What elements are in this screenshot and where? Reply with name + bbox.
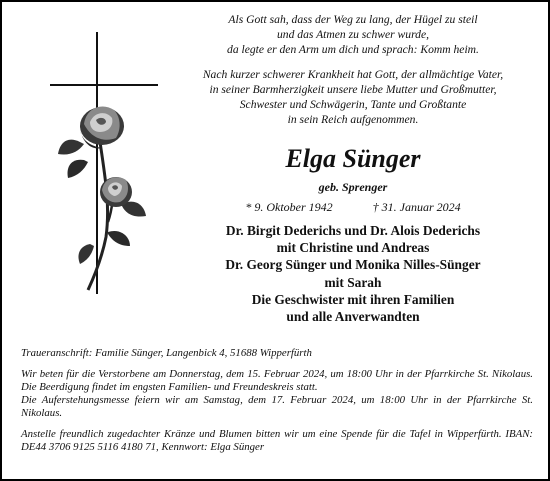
- mourner-line: mit Sarah: [324, 274, 382, 290]
- footer-info: [21, 347, 533, 454]
- donation-info: Anstelle freundlich zugedachter Kränze und Blumen bitten wir um eine Spende für die Tafel in Wipperfürth. IBAN: DE44 3706 9125 5116 4180 71, Kennwort: Elga Sünger: [21, 428, 533, 453]
- mass-info: Die Auferstehungsmesse feiern wir am Samstag, dem 17. Februar 2024, um 18:00 Uhr in der Pfarrkirche St. Nikolaus.: [21, 394, 533, 419]
- maiden-name: geb. Sprenger: [318, 180, 388, 194]
- mourner-line: Dr. Georg Sünger und Monika Nilles-Sünger: [225, 257, 481, 273]
- announcement-line: in sein Reich aufgenommen.: [287, 113, 419, 127]
- rose-icon: [58, 106, 146, 290]
- announcement-line: Nach kurzer schwerer Krankheit hat Gott, der allmächtige Vater,: [202, 67, 504, 81]
- cross-and-rose-artwork: [50, 32, 160, 297]
- mourner-line: Dr. Birgit Dederichs und Dr. Alois Dederichs: [225, 223, 481, 238]
- announcement-line: in seiner Barmherzigkeit unsere liebe Mutter und Großmutter,: [209, 82, 497, 96]
- life-dates: [188, 199, 518, 215]
- poem-block: [188, 12, 518, 127]
- birth-date: * 9. Oktober 1942: [245, 200, 333, 214]
- poem-line: Als Gott sah, dass der Weg zu lang, der Hügel zu steil: [228, 13, 478, 26]
- mourner-line: mit Christine und Andreas: [276, 240, 430, 256]
- poem-line: und das Atmen zu schwer wurde,: [276, 28, 429, 42]
- mourner-line: und alle Anverwandten: [286, 309, 420, 325]
- funeral-info: Wir beten für die Verstorbene am Donnerstag, dem 15. Februar 2024, um 18:00 Uhr in der Pfarrkirche St. Nikolaus. Die Beerdigung findet im engsten Familien- und Freundeskreis statt.: [21, 368, 533, 393]
- mourner-line: Die Geschwister mit ihren Familien: [251, 291, 455, 307]
- announcement-line: Schwester und Schwägerin, Tante und Großtante: [239, 98, 467, 112]
- mourners-list: [188, 222, 518, 325]
- deceased-name: Elga Sünger: [285, 144, 421, 173]
- poem-line: da legte er den Arm um dich und sprach: Komm heim.: [227, 43, 479, 57]
- death-date: † 31. Januar 2024: [372, 200, 461, 214]
- mourning-address: Traueranschrift: Familie Sünger, Langenbick 4, 51688 Wipperfürth: [21, 347, 312, 359]
